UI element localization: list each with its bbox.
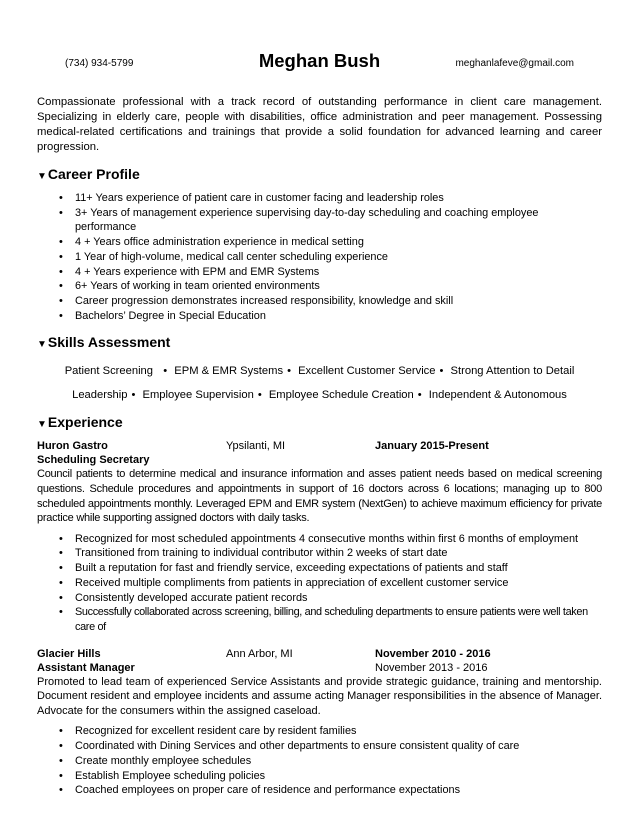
list-item: • Create monthly employee schedules — [75, 754, 602, 769]
job-dates: November 2010 - 2016 — [375, 647, 491, 660]
job-achievements — [37, 724, 602, 798]
career-profile-heading: ▼Career Profile — [37, 166, 140, 182]
candidate-name: Meghan Bush — [258, 50, 381, 71]
company-name: Huron Gastro — [37, 440, 108, 453]
bullet-separator: • — [417, 389, 422, 402]
list-item: • 1 Year of high-volume, medical call center scheduling experience — [75, 250, 602, 265]
job-title: Assistant Manager — [37, 661, 135, 674]
bullet-separator: • — [287, 365, 291, 378]
list-item: • 11+ Years experience of patient care in customer facing and leadership roles — [75, 191, 602, 206]
experience-heading: ▼Experience — [37, 414, 123, 431]
list-item: • Career progression demonstrates increased responsibility, knowledge and skill — [75, 294, 602, 309]
job-achievements — [37, 532, 602, 635]
email-address: meghanlafeve@gmail.com — [455, 58, 574, 69]
triangle-icon: ▼ — [37, 339, 47, 351]
list-item: • 3+ Years of management experience supervising day-to-day scheduling and coaching employee performance — [75, 206, 602, 235]
job-entry-glacier-hills — [37, 647, 602, 798]
skill-item: Strong Attention to Detail — [450, 365, 575, 378]
list-item: • Consistently developed accurate patient records — [75, 591, 602, 606]
list-item: • Establish Employee scheduling policies — [75, 769, 602, 784]
list-item: • 4 + Years office administration experience in medical setting — [75, 235, 602, 250]
skill-item: Leadership — [72, 389, 128, 402]
skill-item: Employee Schedule Creation — [268, 389, 414, 402]
list-item: • 6+ Years of working in team oriented environments — [75, 279, 602, 294]
list-item: • Recognized for most scheduled appointments 4 consecutive months within first 6 months of employment — [75, 532, 602, 547]
job-dates: January 2015-Present — [375, 440, 489, 453]
list-item: • Received multiple compliments from patients in appreciation of excellent customer service — [75, 576, 602, 591]
skills-heading: ▼Skills Assessment — [37, 334, 171, 351]
skill-item: Excellent Customer Service — [298, 365, 436, 378]
job-header — [37, 439, 602, 453]
bullet-separator: • — [439, 365, 444, 378]
list-item: • Coordinated with Dining Services and other departments to ensure consistent quality of care — [75, 739, 602, 754]
job-entry-huron-gastro — [37, 439, 602, 634]
triangle-icon: ▼ — [37, 419, 47, 431]
job-title: Scheduling Secretary — [37, 454, 150, 467]
bullet-separator: • — [257, 389, 262, 402]
phone-number: (734) 934-5799 — [65, 58, 134, 69]
job-description: Council patients to determine medical and insurance information and asses patient needs based on medical screening questions. Schedule procedures and appointments in support of 16 doctors across 6 locations; managing up to 800 scheduled appointments monthly. Leveraged EPM and EMR system (NextGen) to achieve maximum efficiency for private practice while supporting assigned doctors with daily tasks. — [37, 468, 602, 525]
job-title-dates: November 2013 - 2016 — [375, 661, 488, 674]
skills-row-2 — [37, 383, 602, 407]
list-item: • 4 + Years experience with EPM and EMR Systems — [75, 265, 602, 280]
company-name: Glacier Hills — [37, 647, 101, 660]
job-description: Promoted to lead team of experienced Service Assistants and provide strategic guidance, training and mentorship. Document resident and employee incidents and assume acting Manager responsibilities in the absence of Manager. Advocate for the consumers within the assigned caseload. — [37, 675, 602, 717]
skill-item: Employee Supervision — [142, 389, 254, 402]
job-header — [37, 647, 602, 661]
resume-header — [37, 0, 602, 95]
list-item: • Successfully collaborated across screening, billing, and scheduling departments to ensure patients were well taken care of — [75, 605, 602, 634]
skills-row-1 — [37, 359, 602, 383]
list-item: • Recognized for excellent resident care by resident families — [75, 724, 602, 739]
skill-item: Independent & Autonomous — [428, 389, 567, 402]
bullet-separator: • — [131, 389, 136, 402]
bullet-separator: • — [157, 365, 168, 378]
list-item: • Transitioned from training to individual contributor within 2 weeks of start date — [75, 546, 602, 561]
job-location: Ann Arbor, MI — [226, 647, 293, 660]
triangle-icon: ▼ — [37, 171, 47, 182]
list-item: • Coached employees on proper care of residence and performance expectations — [75, 783, 602, 798]
skill-item: EPM & EMR Systems — [174, 365, 284, 378]
job-location: Ypsilanti, MI — [226, 440, 286, 453]
list-item: • Bachelors’ Degree in Special Education — [75, 309, 602, 324]
career-profile-list — [37, 191, 602, 323]
resume-page — [37, 0, 602, 798]
list-item: • Built a reputation for fast and friendly service, exceeding expectations of patients and staff — [75, 561, 602, 576]
skill-item: Patient Screening — [64, 365, 154, 378]
summary-paragraph: Compassionate professional with a track record of outstanding performance in client care management. Specializing in elderly care, people with disabilities, office administration and peer management. Possessing medical-related certifications and trainings that provide a solid foundation for advanced learning and career progression. — [37, 96, 602, 153]
job-title-row — [37, 661, 602, 675]
